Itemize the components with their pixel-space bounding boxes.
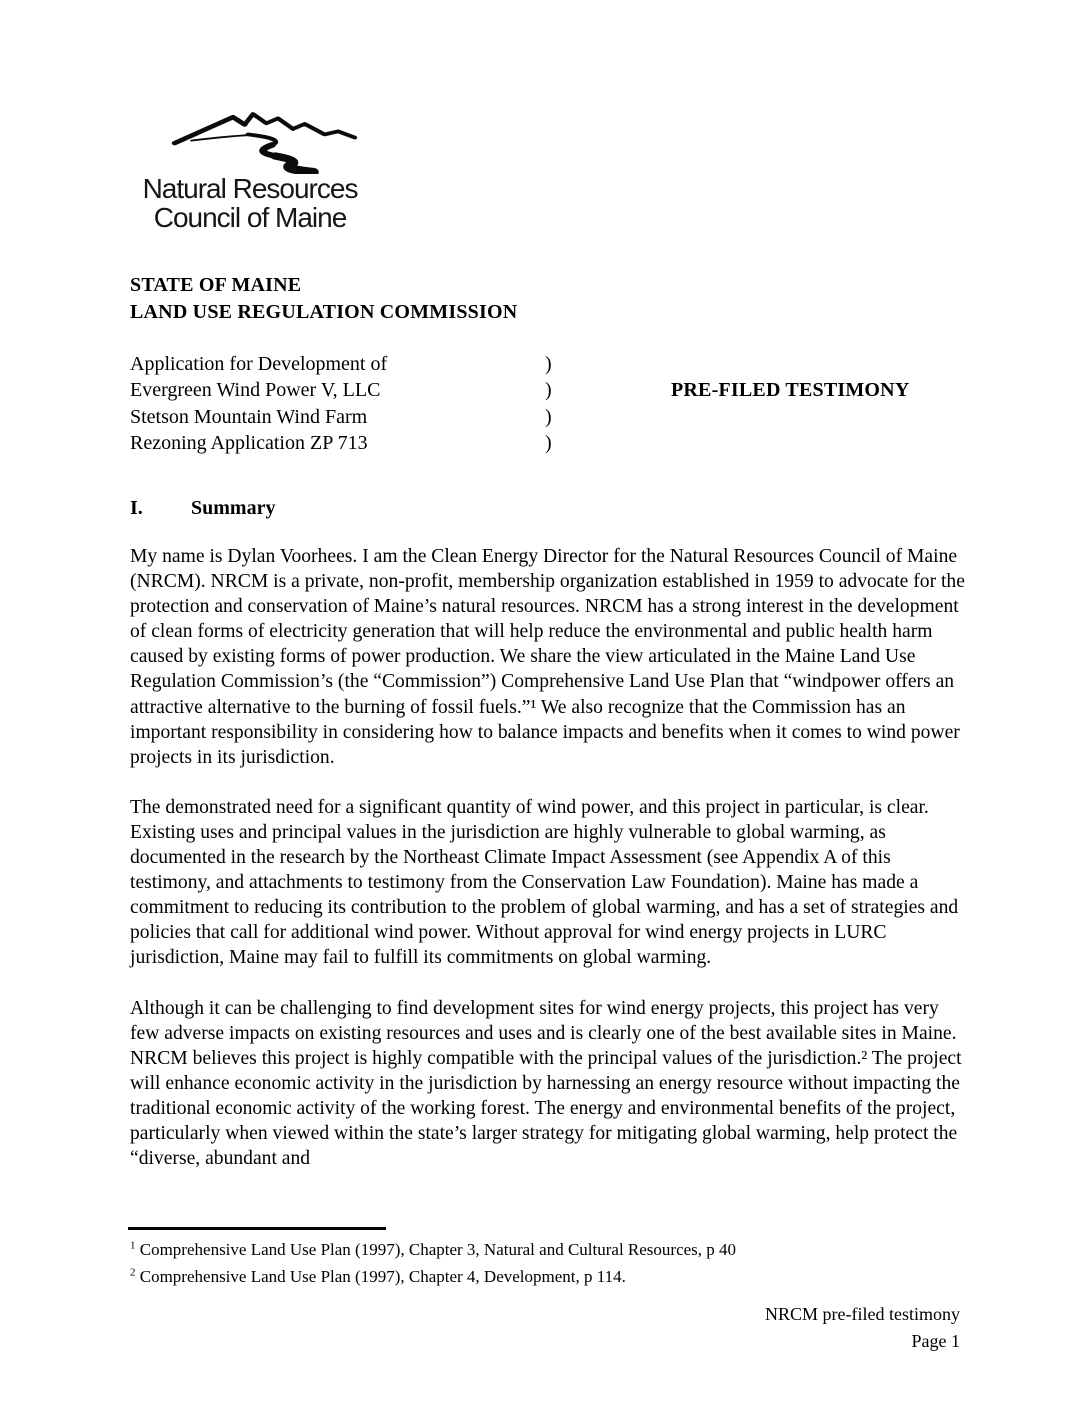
caption-row-text: Rezoning Application ZP 713	[130, 431, 368, 454]
mountain-river-logo-icon	[168, 106, 368, 174]
commission-line: LAND USE REGULATION COMMISSION	[130, 301, 518, 323]
nrcm-logo	[128, 106, 372, 232]
caption-row-text: Application for Development of	[130, 353, 388, 375]
footnote-1	[130, 1236, 970, 1263]
section-title: Summary	[191, 497, 276, 519]
paragraph-need-for-wind-power: The demonstrated need for a significant quantity of wind power, and this project in particular, is clear. Existing uses and principal values in the jurisdiction are highly vulnerable to global warming, as documented in the research by the Northeast Climate Impact Assessment (see Appendix A of this testimony, and attachments to testimony from the Conservation Law Foundation). Maine has made a commitment to reducing its contribution to the problem of global warming, and has a set of strategies and policies that call for additional wind power. Without approval for wind energy projects in LURC jurisdiction, Maine may fail to fulfill its commitments on global warming.	[130, 796, 959, 969]
caption-row-text: Evergreen Wind Power V, LLC	[130, 379, 381, 402]
footnote-1-text: Comprehensive Land Use Plan (1997), Chapter 3, Natural and Cultural Resources, p 40	[139, 1240, 737, 1259]
body-text	[130, 544, 970, 1196]
case-caption	[130, 351, 970, 456]
footer-document-label: NRCM pre-filed testimony	[765, 1304, 960, 1324]
footnote-2	[130, 1263, 970, 1290]
paragraph-site-suitability: Although it can be challenging to find development sites for wind energy projects, this project has very few adverse impacts on existing resources and uses and is clearly one of the best available sites in Maine. NRCM believes this project is highly compatible with the principal values of the jurisdiction.² The project will enhance economic activity in the jurisdiction by harnessing an energy resource without impacting the traditional economic activity of the working forest. The energy and environmental benefits of the project, particularly when viewed within the state’s larger strategy for mitigating global warming, help protect the “diverse, abundant and	[130, 997, 962, 1170]
caption-paren: )	[545, 405, 552, 428]
footnote-separator-rule	[128, 1227, 386, 1230]
caption-row-text: Stetson Mountain Wind Farm	[130, 405, 368, 428]
footnote-1-marker: 1	[130, 1239, 136, 1252]
caption-row	[130, 351, 970, 377]
caption-row	[130, 430, 970, 456]
section-heading	[130, 497, 275, 520]
logo-org-line1: Natural Resources	[142, 173, 358, 204]
state-line: STATE OF MAINE	[130, 274, 302, 296]
section-number: I.	[130, 497, 143, 519]
caption-row	[130, 404, 970, 430]
paragraph-summary-intro: My name is Dylan Voorhees. I am the Clean Energy Director for the Natural Resources Council of Maine (NRCM). NRCM is a private, non-profit, membership organization established in 1959 to advocate for the protection and conservation of Maine’s natural resources. NRCM has a strong interest in the development of clean forms of electricity generation that will help reduce the environmental and public health harm caused by existing forms of power production. We share the view articulated in the Maine Land Use Regulation Commission’s (the “Commission”) Comprehensive Land Use Plan that “windpower offers an attractive alternative to the burning of fossil fuels.”¹ We also recognize that the Commission has an important responsibility in considering how to balance impacts and benefits when it comes to wind power projects in its jurisdiction.	[130, 546, 965, 768]
caption-paren: )	[545, 431, 552, 454]
logo-org-name	[128, 174, 372, 232]
document-title: PRE-FILED TESTIMONY	[671, 379, 910, 401]
footer-page-number: Page 1	[911, 1331, 960, 1351]
footnote-2-marker: 2	[130, 1266, 136, 1279]
caption-paren: )	[545, 379, 552, 402]
footnote-2-text: Comprehensive Land Use Plan (1997), Chapter 4, Development, p 114.	[139, 1267, 626, 1286]
footnotes	[130, 1236, 970, 1290]
page-footer	[765, 1301, 960, 1355]
logo-org-line2: Council of Maine	[153, 202, 347, 233]
caption-paren: )	[545, 353, 552, 375]
court-header	[130, 272, 517, 326]
